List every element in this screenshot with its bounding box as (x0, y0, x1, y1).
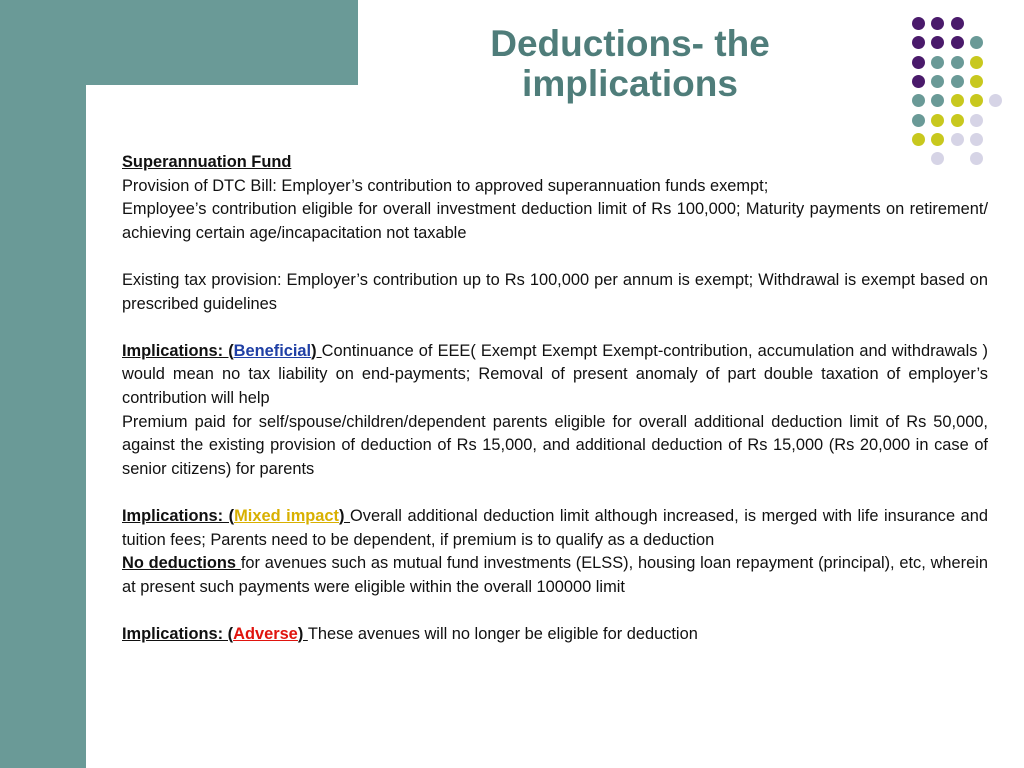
implications-label (122, 342, 322, 360)
implications-beneficial-paragraph (122, 340, 988, 411)
purple-dot (912, 56, 925, 69)
slide-title-line1: Deductions- the (490, 23, 770, 64)
premium-paragraph: Premium paid for self/spouse/children/dependent parents eligible for overall additional deduction limit of Rs 50,000, against the existing provision of deduction of Rs 15,000, and additional deduction of Rs 15,000 (Rs 20,000 in case of senior citizens) for parents (122, 412, 988, 478)
implications-label (122, 507, 350, 525)
teal-dot (912, 94, 925, 107)
yellow-dot (931, 133, 944, 146)
yellow-dot (970, 56, 983, 69)
lavender-dot (970, 133, 983, 146)
implications-label (122, 625, 308, 643)
implications-prefix: Implications: ( (122, 506, 235, 525)
implications-mixed-paragraph (122, 505, 988, 552)
purple-dot (951, 36, 964, 49)
no-deductions-paragraph (122, 552, 988, 599)
purple-dot (951, 17, 964, 30)
superannuation-heading (122, 151, 988, 175)
purple-dot (931, 17, 944, 30)
yellow-dot (970, 94, 983, 107)
yellow-dot (951, 114, 964, 127)
band-rounded-corner (86, 85, 156, 155)
beneficial-tag: Beneficial (233, 341, 312, 360)
teal-dot (931, 75, 944, 88)
implications-prefix: Implications: ( (122, 624, 234, 643)
teal-dot (931, 94, 944, 107)
heading-text: Superannuation Fund (122, 153, 292, 171)
implications-suffix: ) (311, 341, 322, 360)
purple-dot (931, 36, 944, 49)
purple-dot (912, 17, 925, 30)
teal-dot (970, 36, 983, 49)
teal-dot (951, 75, 964, 88)
implications-text: Overall additional deduction limit although increased, is merged with life insurance and tuition fees; Parents need to be dependent, if premium is to qualify as a deduction (122, 506, 989, 549)
adverse-tag: Adverse (233, 624, 298, 643)
no-deductions-text: for avenues such as mutual fund investments (ELSS), housing loan repayment (principal), etc, wherein at present such payments were eligible within the overall 100000 limit (122, 554, 988, 596)
yellow-dot (970, 75, 983, 88)
yellow-dot (912, 133, 925, 146)
spacer (122, 245, 988, 269)
implications-text: Continuance of EEE( Exempt Exempt Exempt-contribution, accumulation and withdrawals ) would mean no tax liability on end-payments; Removal of present anomaly of part double taxation of employer’s contribution will help (122, 341, 988, 407)
lavender-dot (970, 114, 983, 127)
implications-suffix: ) (338, 506, 351, 525)
implications-adverse-paragraph (122, 623, 988, 647)
left-color-band (0, 0, 86, 768)
purple-dot (912, 75, 925, 88)
slide-title (430, 24, 830, 104)
slide-title-line2: implications (522, 63, 738, 104)
yellow-dot (951, 94, 964, 107)
dtc-provision-paragraph: Provision of DTC Bill: Employer’s contribution to approved superannuation funds exempt; (122, 176, 769, 195)
lavender-dot (989, 94, 1002, 107)
mixed-impact-tag: Mixed impact (234, 506, 339, 525)
spacer (122, 481, 988, 505)
lavender-dot (951, 133, 964, 146)
spacer (122, 316, 988, 340)
implications-text: These avenues will no longer be eligible for deduction (307, 624, 698, 643)
purple-dot (912, 36, 925, 49)
teal-dot (931, 56, 944, 69)
teal-dot (912, 114, 925, 127)
employee-contribution-paragraph: Employee’s contribution eligible for overall investment deduction limit of Rs 100,000; Maturity payments on retirement/ achieving certain age/incapacitation not taxable (122, 200, 988, 242)
teal-dot (951, 56, 964, 69)
spacer (122, 599, 988, 623)
implications-prefix: Implications: ( (122, 341, 234, 360)
no-deductions-label: No deductions (122, 554, 241, 573)
existing-provision-paragraph: Existing tax provision: Employer’s contribution up to Rs 100,000 per annum is exempt; Withdrawal is exempt based on prescribed guidelines (122, 270, 988, 313)
implications-suffix: ) (297, 624, 308, 643)
yellow-dot (931, 114, 944, 127)
slide-body (122, 151, 988, 646)
